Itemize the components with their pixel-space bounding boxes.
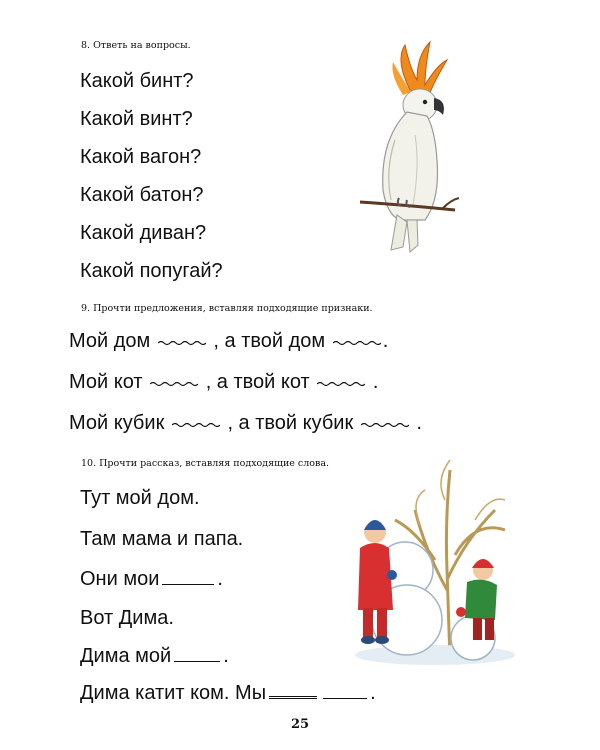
story-line-3-end: . bbox=[217, 568, 223, 590]
sentence-2-end: . bbox=[372, 371, 379, 393]
wavy-blank bbox=[333, 339, 381, 347]
question-5: Какой диван? bbox=[80, 222, 207, 244]
story-line-3 bbox=[80, 568, 223, 591]
wavy-blank bbox=[361, 421, 409, 429]
wavy-blank bbox=[172, 421, 220, 429]
task8-title: 8. Ответь на вопросы. bbox=[81, 40, 191, 51]
sentence-1-end: . bbox=[382, 330, 389, 352]
story-line-1: Тут мой дом. bbox=[80, 487, 200, 509]
sentence-3-end: . bbox=[416, 412, 422, 434]
story-line-5-end: . bbox=[223, 645, 229, 667]
double-answer-blank bbox=[269, 682, 317, 699]
sentence-2-middle: , а твой кот bbox=[205, 371, 310, 393]
story-line-6 bbox=[80, 682, 376, 705]
task9-title: 9. Прочти предложения, вставляя подходящие признаки. bbox=[81, 303, 373, 314]
story-line-2: Там мама и папа. bbox=[80, 528, 244, 550]
question-2: Какой винт? bbox=[80, 108, 193, 130]
page-number: 25 bbox=[290, 717, 310, 732]
answer-blank bbox=[174, 647, 220, 662]
sentence-1-start: Мой дом bbox=[69, 330, 151, 352]
sentence-2-start: Мой кот bbox=[69, 371, 143, 393]
sentence-3 bbox=[69, 412, 422, 435]
question-4: Какой батон? bbox=[80, 184, 204, 206]
cockatoo-illustration bbox=[355, 40, 465, 255]
sentence-3-middle: , а твой кубик bbox=[227, 412, 354, 434]
sentence-3-start: Мой кубик bbox=[69, 412, 165, 434]
children-snowman-illustration bbox=[355, 450, 520, 665]
story-line-6-text: Дима катит ком. Мы bbox=[80, 682, 267, 704]
wavy-blank bbox=[150, 380, 198, 388]
sentence-2 bbox=[69, 371, 378, 394]
wavy-blank bbox=[158, 339, 206, 347]
story-line-4: Вот Дима. bbox=[80, 607, 174, 629]
task10-title: 10. Прочти рассказ, вставляя подходящие слова. bbox=[81, 458, 330, 469]
sentence-1-middle: , а твой дом bbox=[213, 330, 326, 352]
answer-blank bbox=[162, 570, 214, 585]
story-line-6-end: . bbox=[370, 682, 376, 704]
wavy-blank bbox=[317, 380, 365, 388]
question-6: Какой попугай? bbox=[80, 260, 223, 282]
story-line-5-text: Дима мой bbox=[80, 645, 172, 667]
question-3: Какой вагон? bbox=[80, 146, 202, 168]
answer-blank bbox=[323, 684, 367, 699]
question-1: Какой бинт? bbox=[80, 70, 194, 92]
story-line-3-text: Они мои bbox=[80, 568, 160, 590]
story-line-5 bbox=[80, 645, 229, 668]
sentence-1 bbox=[69, 330, 388, 353]
